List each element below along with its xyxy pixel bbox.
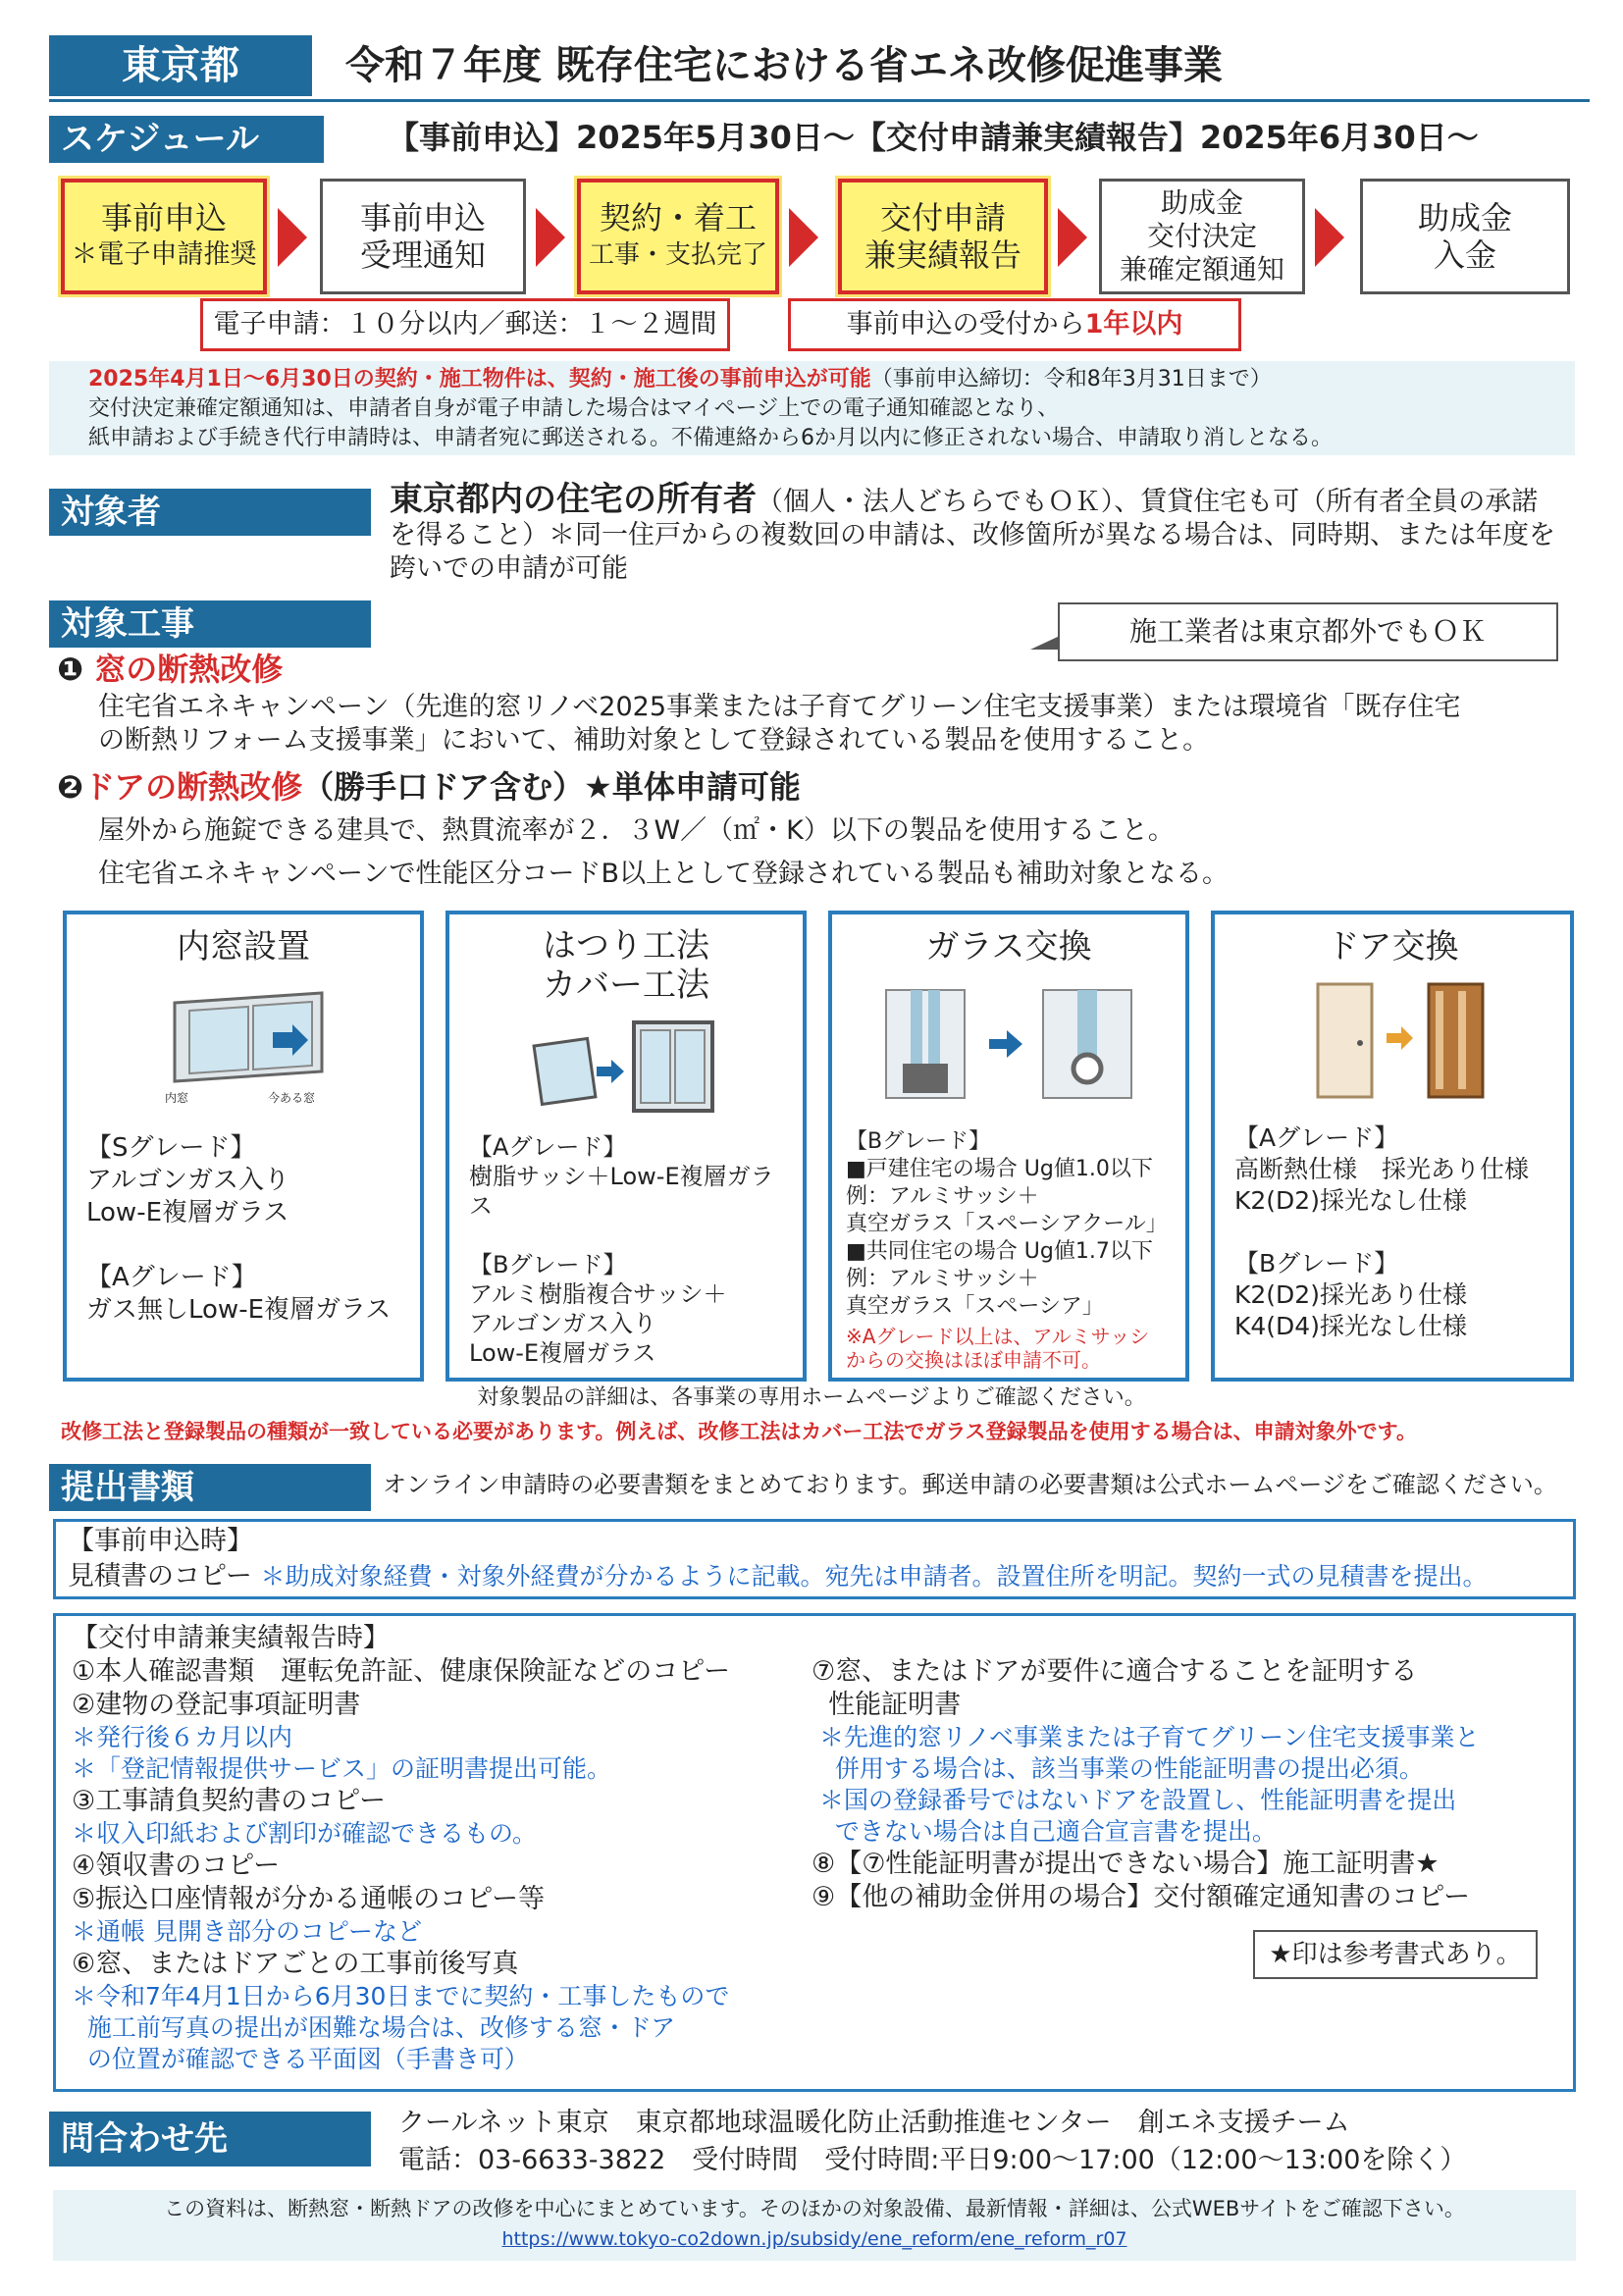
- grant-docs-left-list: [72, 1655, 847, 2075]
- timing-note-text: 事前申込の受付から: [846, 309, 1085, 339]
- schedule-info-line: 紙申請および手続き代行申請時は、申請者宛に郵送される。不備連絡から6か月以内に修正されない場合、申請取り消しとなる。: [88, 426, 1334, 450]
- schedule-heading: スケジュール: [49, 116, 324, 163]
- doc-item: ⑨【他の補助金併用の場合】交付額確定通知書のコピー: [812, 1882, 1471, 1912]
- doc-note: ＊令和7年4月1日から6月30日までに契約・工事したもので: [72, 1982, 730, 2010]
- card-title: はつり工法 カバー工法: [543, 926, 709, 1005]
- number-1-icon: ❶: [57, 651, 84, 688]
- work-1-desc: の断熱リフォーム支援事業」において、補助対象として登録されている製品を使用すること。: [98, 725, 1210, 756]
- target-line: （個人・法人どちらでもＯＫ）、賃貸住宅も可（所有者全員の承諾: [757, 487, 1539, 517]
- card-door-exchange: [1211, 911, 1574, 1382]
- doc-note: ＊通帳 見開き部分のコピーなど: [72, 1917, 422, 1946]
- step-sublabel: 入金: [1433, 236, 1496, 274]
- card-title: ガラス交換: [925, 927, 1092, 966]
- doc-note: ＊収入印紙および割印が確認できるもの。: [72, 1819, 538, 1848]
- doc-note: ＊発行後６カ月以内: [72, 1723, 293, 1751]
- grant-docs-right-list: [812, 1655, 1577, 1914]
- step-sublabel: 兼確定額通知: [1119, 253, 1284, 286]
- arrow-right-icon: [536, 208, 565, 267]
- doc-item: ①本人確認書類 運転免許証、健康保険証などのコピー: [72, 1656, 731, 1687]
- pre-docs-item: 見積書のコピー: [68, 1561, 252, 1592]
- step-label: 助成金: [1417, 199, 1512, 236]
- callout-box: 施工業者は東京都外でもＯＫ: [1058, 602, 1558, 661]
- schedule-dates: 【事前申込】2025年5月30日～【交付申請兼実績報告】2025年6月30日～: [388, 119, 1479, 156]
- step-grant-decision: [1099, 179, 1305, 294]
- step-payment: [1360, 179, 1570, 294]
- arrow-right-icon: [789, 208, 818, 267]
- step-pre-receipt: [320, 179, 526, 294]
- arrow-right-icon: [278, 208, 307, 267]
- reference-format-note: ★印は参考書式あり。: [1253, 1930, 1538, 1979]
- detail-note: 対象製品の詳細は、各事業の専用ホームページよりご確認ください。: [477, 1385, 1146, 1410]
- target-text: [390, 480, 1592, 586]
- doc-item: ⑥窓、またはドアごとの工事前後写真: [72, 1949, 519, 1979]
- number-2-icon: ❷: [57, 768, 84, 806]
- step-sublabel: 受理通知: [359, 236, 486, 274]
- card-inner-window: [63, 911, 424, 1382]
- method-warning: 改修工法と登録製品の種類が一致している必要があります。例えば、改修工法はカバー工法でガラス登録製品を使用する場合は、申請対象外です。: [61, 1420, 1418, 1443]
- step-label: 事前申込: [359, 199, 486, 236]
- doc-item: ④領収書のコピー: [72, 1851, 281, 1881]
- target-line: を得ること）＊同一住戸からの複数回の申請は、改修箇所が異なる場合は、同時期、または年度を: [390, 520, 1555, 550]
- region-badge: 東京都: [49, 35, 312, 96]
- card-body: 【Aグレード】 樹脂サッシ＋Low-E複層ガラス 【Bグレード】 アルミ樹脂複合サッシ＋ アルゴンガス入り Low-E複層ガラス: [469, 1133, 774, 1367]
- step-sublabel: 工事・支払完了: [588, 240, 767, 270]
- pre-application-docs: [53, 1519, 1576, 1599]
- target-owner: 東京都内の住宅の所有者: [390, 480, 757, 519]
- door-exchange-illustration: [1303, 979, 1499, 1107]
- card-cover-method: [445, 911, 807, 1382]
- card-title: ドア交換: [1326, 927, 1459, 966]
- timing-note-highlight: 1年以内: [1084, 309, 1183, 339]
- contact-tel: 電話：03-6633-3822 受付時間 受付時間:平日9:00～17:00（12:00～13:00を除く）: [398, 2145, 1467, 2175]
- step-label: 交付申請: [879, 199, 1006, 236]
- doc-item: ⑤振込口座情報が分かる通帳のコピー等: [72, 1884, 546, 1914]
- img-label-existing: 今ある窓: [268, 1091, 316, 1105]
- works-heading: 対象工事: [49, 600, 371, 648]
- card-body: 【Aグレード】 高断熱仕様 採光あり仕様 K2(D2)採光なし仕様 【Bグレード】 K2(D2)採光あり仕様 K4(D4)採光なし仕様: [1234, 1123, 1530, 1340]
- doc-item: ⑧【⑦性能証明書が提出できない場合】施工証明書★: [812, 1849, 1440, 1879]
- doc-item: ②建物の登記事項証明書: [72, 1690, 361, 1720]
- img-label-inner: 内窓: [165, 1091, 189, 1105]
- callout-tail: [1030, 636, 1060, 650]
- doc-item: ⑦窓、またはドアが要件に適合することを証明する: [812, 1656, 1418, 1687]
- inner-window-illustration: [155, 983, 381, 1101]
- page-title: 令和７年度 既存住宅における省エネ改修促進事業: [345, 43, 1223, 88]
- footer-box: [53, 2190, 1576, 2261]
- work-2-extra: （勝手口ドア含む）★単体申請可能: [302, 768, 801, 806]
- doc-item: 性能証明書: [812, 1690, 962, 1720]
- doc-note: ＊先進的窓リノベ事業または子育てグリーン住宅支援事業と: [812, 1723, 1480, 1751]
- doc-item: ③工事請負契約書のコピー: [72, 1786, 387, 1816]
- step-sublabel: 兼実績報告: [864, 236, 1021, 274]
- doc-note: ＊国の登録番号ではないドアを設置し、性能証明書を提出: [812, 1786, 1457, 1814]
- grant-docs-title: 【交付申請兼実績報告時】: [72, 1623, 390, 1653]
- target-heading: 対象者: [49, 489, 371, 536]
- cover-method-illustration: [528, 1013, 724, 1121]
- doc-note: 施工前写真の提出が困難な場合は、改修する窓・ドア: [72, 2013, 676, 2042]
- card-title: 内窓設置: [177, 927, 310, 966]
- footer-note: この資料は、断熱窓・断熱ドアの改修を中心にまとめています。そのほかの対象設備、最新情報・詳細は、公式WEBサイトをご確認下さい。: [164, 2197, 1465, 2220]
- work-1-desc: 住宅省エネキャンペーン（先進的窓リノベ2025事業または子育てグリーン住宅支援事業）または環境省「既存住宅: [98, 692, 1461, 722]
- arrow-right-icon: [1315, 208, 1344, 267]
- card-body: 【Bグレード】 ■戸建住宅の場合 Ug値1.0以下 例：アルミサッシ＋ 真空ガラス「スペーシアクール」 ■共同住宅の場合 Ug値1.7以下 例：アルミサッシ＋ 真空ガラス「スペーシア」: [846, 1129, 1168, 1319]
- contact-heading: 問合わせ先: [49, 2112, 371, 2166]
- step-grant-application: [838, 179, 1048, 294]
- pre-docs-note: ＊助成対象経費・対象外経費が分かるように記載。宛先は申請者。設置住所を明記。契約一式の見積書を提出。: [260, 1562, 1488, 1591]
- pre-docs-title: 【事前申込時】: [68, 1526, 253, 1556]
- timing-note-2: [788, 298, 1241, 351]
- schedule-info-highlight: 2025年4月1日～6月30日の契約・施工物件は、契約・施工後の事前申込が可能: [88, 367, 871, 391]
- step-contract: [577, 179, 779, 294]
- step-pre-application: [61, 179, 267, 294]
- card-glass-exchange: [828, 911, 1189, 1382]
- work-2-desc: 住宅省エネキャンペーンで性能区分コードB以上として登録されている製品も補助対象となる。: [98, 859, 1229, 889]
- step-sublabel: 交付決定: [1146, 220, 1257, 252]
- target-line: 跨いでの申請が可能: [390, 553, 628, 584]
- header-rule: [49, 99, 1590, 102]
- schedule-info-deadline: （事前申込締切：令和8年3月31日まで）: [870, 367, 1272, 391]
- docs-intro: オンライン申請時の必要書類をまとめております。郵送申請の必要書類は公式ホームページをご確認ください。: [383, 1471, 1557, 1498]
- step-label: 事前申込: [100, 199, 227, 236]
- step-label: 契約・着工: [599, 199, 757, 236]
- glass-exchange-illustration: [881, 985, 1156, 1103]
- step-sublabel: ＊電子申請推奨: [71, 239, 257, 270]
- footer-url[interactable]: https://www.tokyo-co2down.jp/subsidy/ene_reform/ene_reform_r07: [501, 2228, 1127, 2250]
- work-1-label: 窓の断熱改修: [94, 651, 284, 688]
- work-2-desc: 屋外から施錠できる建具で、熱貫流率が２．３W／（㎡・K）以下の製品を使用すること。: [98, 815, 1175, 846]
- work-1-title: [57, 650, 283, 689]
- card-note: ※Aグレード以上は、アルミサッシ からの交換はほぼ申請不可。: [846, 1325, 1150, 1372]
- grant-application-docs: [53, 1613, 1576, 2092]
- doc-note: の位置が確認できる平面図（手書き可）: [72, 2045, 529, 2073]
- doc-note: できない場合は自己適合宣言書を提出。: [812, 1817, 1277, 1846]
- work-2-title: [57, 767, 801, 807]
- doc-note: ＊「登記情報提供サービス」の証明書提出可能。: [72, 1754, 612, 1783]
- schedule-info-box: [49, 361, 1575, 455]
- schedule-info-line: 交付決定兼確定額通知は、申請者自身が電子申請した場合はマイページ上での電子通知確認となり、: [88, 396, 1060, 421]
- docs-heading: 提出書類: [49, 1464, 371, 1511]
- contact-org: クールネット東京 東京都地球温暖化防止活動推進センター 創エネ支援チーム: [398, 2108, 1350, 2138]
- card-body: 【Sグレード】 アルゴンガス入り Low-E複層ガラス 【Aグレード】 ガス無しLow-E複層ガラス: [86, 1133, 392, 1325]
- arrow-right-icon: [1058, 208, 1087, 267]
- step-label: 助成金: [1160, 186, 1243, 219]
- work-2-label: ドアの断熱改修: [83, 768, 303, 806]
- doc-note: 併用する場合は、該当事業の性能証明書の提出必須。: [812, 1754, 1424, 1783]
- timing-note-1: 電子申請：１０分以内／郵送：１～２週間: [200, 298, 730, 351]
